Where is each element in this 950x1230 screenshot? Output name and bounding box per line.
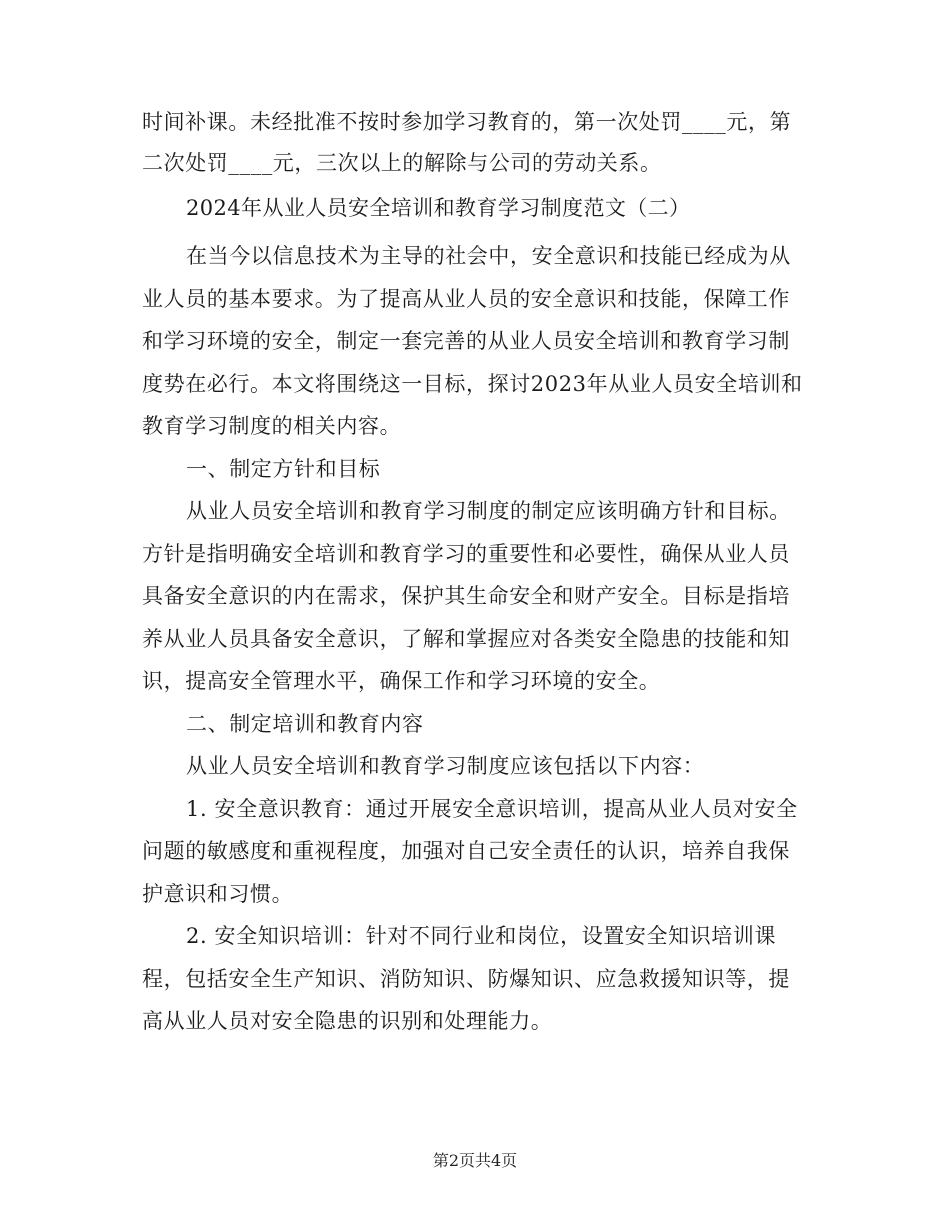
section-title: 2024年从业人员安全培训和教育学习制度范文（二） [186, 196, 691, 220]
paragraph-line: 教育学习制度的相关内容。 [142, 414, 402, 438]
paragraph-line: 和学习环境的安全，制定一套完善的从业人员安全培训和教育学习制 [142, 329, 790, 353]
paragraph-line: 业人员的基本要求。为了提高从业人员的安全意识和技能，保障工作 [142, 287, 790, 311]
list-item-line: 程，包括安全生产知识、消防知识、防爆知识、应急救援知识等，提 [142, 967, 790, 991]
paragraph-line: 从业人员安全培训和教育学习制度应该包括以下内容： [186, 754, 705, 778]
body-line: 时间补课。未经批准不按时参加学习教育的，第一次处罚____元，第 [142, 110, 792, 134]
paragraph-line: 度势在必行。本文将围绕这一目标，探讨2023年从业人员安全培训和 [142, 372, 803, 396]
heading-training-content: 二、制定培训和教育内容 [186, 712, 424, 736]
paragraph-line: 养从业人员具备安全意识，了解和掌握应对各类安全隐患的技能和知 [142, 627, 790, 651]
body-line: 二次处罚____元，三次以上的解除与公司的劳动关系。 [142, 151, 662, 175]
paragraph-line: 从业人员安全培训和教育学习制度的制定应该明确方针和目标。 [186, 499, 791, 523]
list-item-line: 护意识和习惯。 [142, 882, 294, 906]
page-footer: 第2页共4页 [432, 1151, 518, 1170]
paragraph-line: 在当今以信息技术为主导的社会中，安全意识和技能已经成为从 [186, 244, 791, 268]
paragraph-line: 识，提高安全管理水平，确保工作和学习环境的安全。 [142, 669, 661, 693]
heading-policy-goals: 一、制定方针和目标 [186, 457, 381, 481]
list-item-line: 问题的敏感度和重视程度，加强对自己安全责任的认识，培养自我保 [142, 839, 790, 863]
list-item-line: 1. 安全意识教育：通过开展安全意识培训，提高从业人员对安全 [186, 797, 798, 821]
list-item-line: 2. 安全知识培训：针对不同行业和岗位，设置安全知识培训课 [186, 924, 777, 948]
list-item-line: 高从业人员对安全隐患的识别和处理能力。 [142, 1009, 553, 1033]
paragraph-line: 具备安全意识的内在需求，保护其生命安全和财产安全。目标是指培 [142, 584, 790, 608]
paragraph-line: 方针是指明确安全培训和教育学习的重要性和必要性，确保从业人员 [142, 542, 790, 566]
